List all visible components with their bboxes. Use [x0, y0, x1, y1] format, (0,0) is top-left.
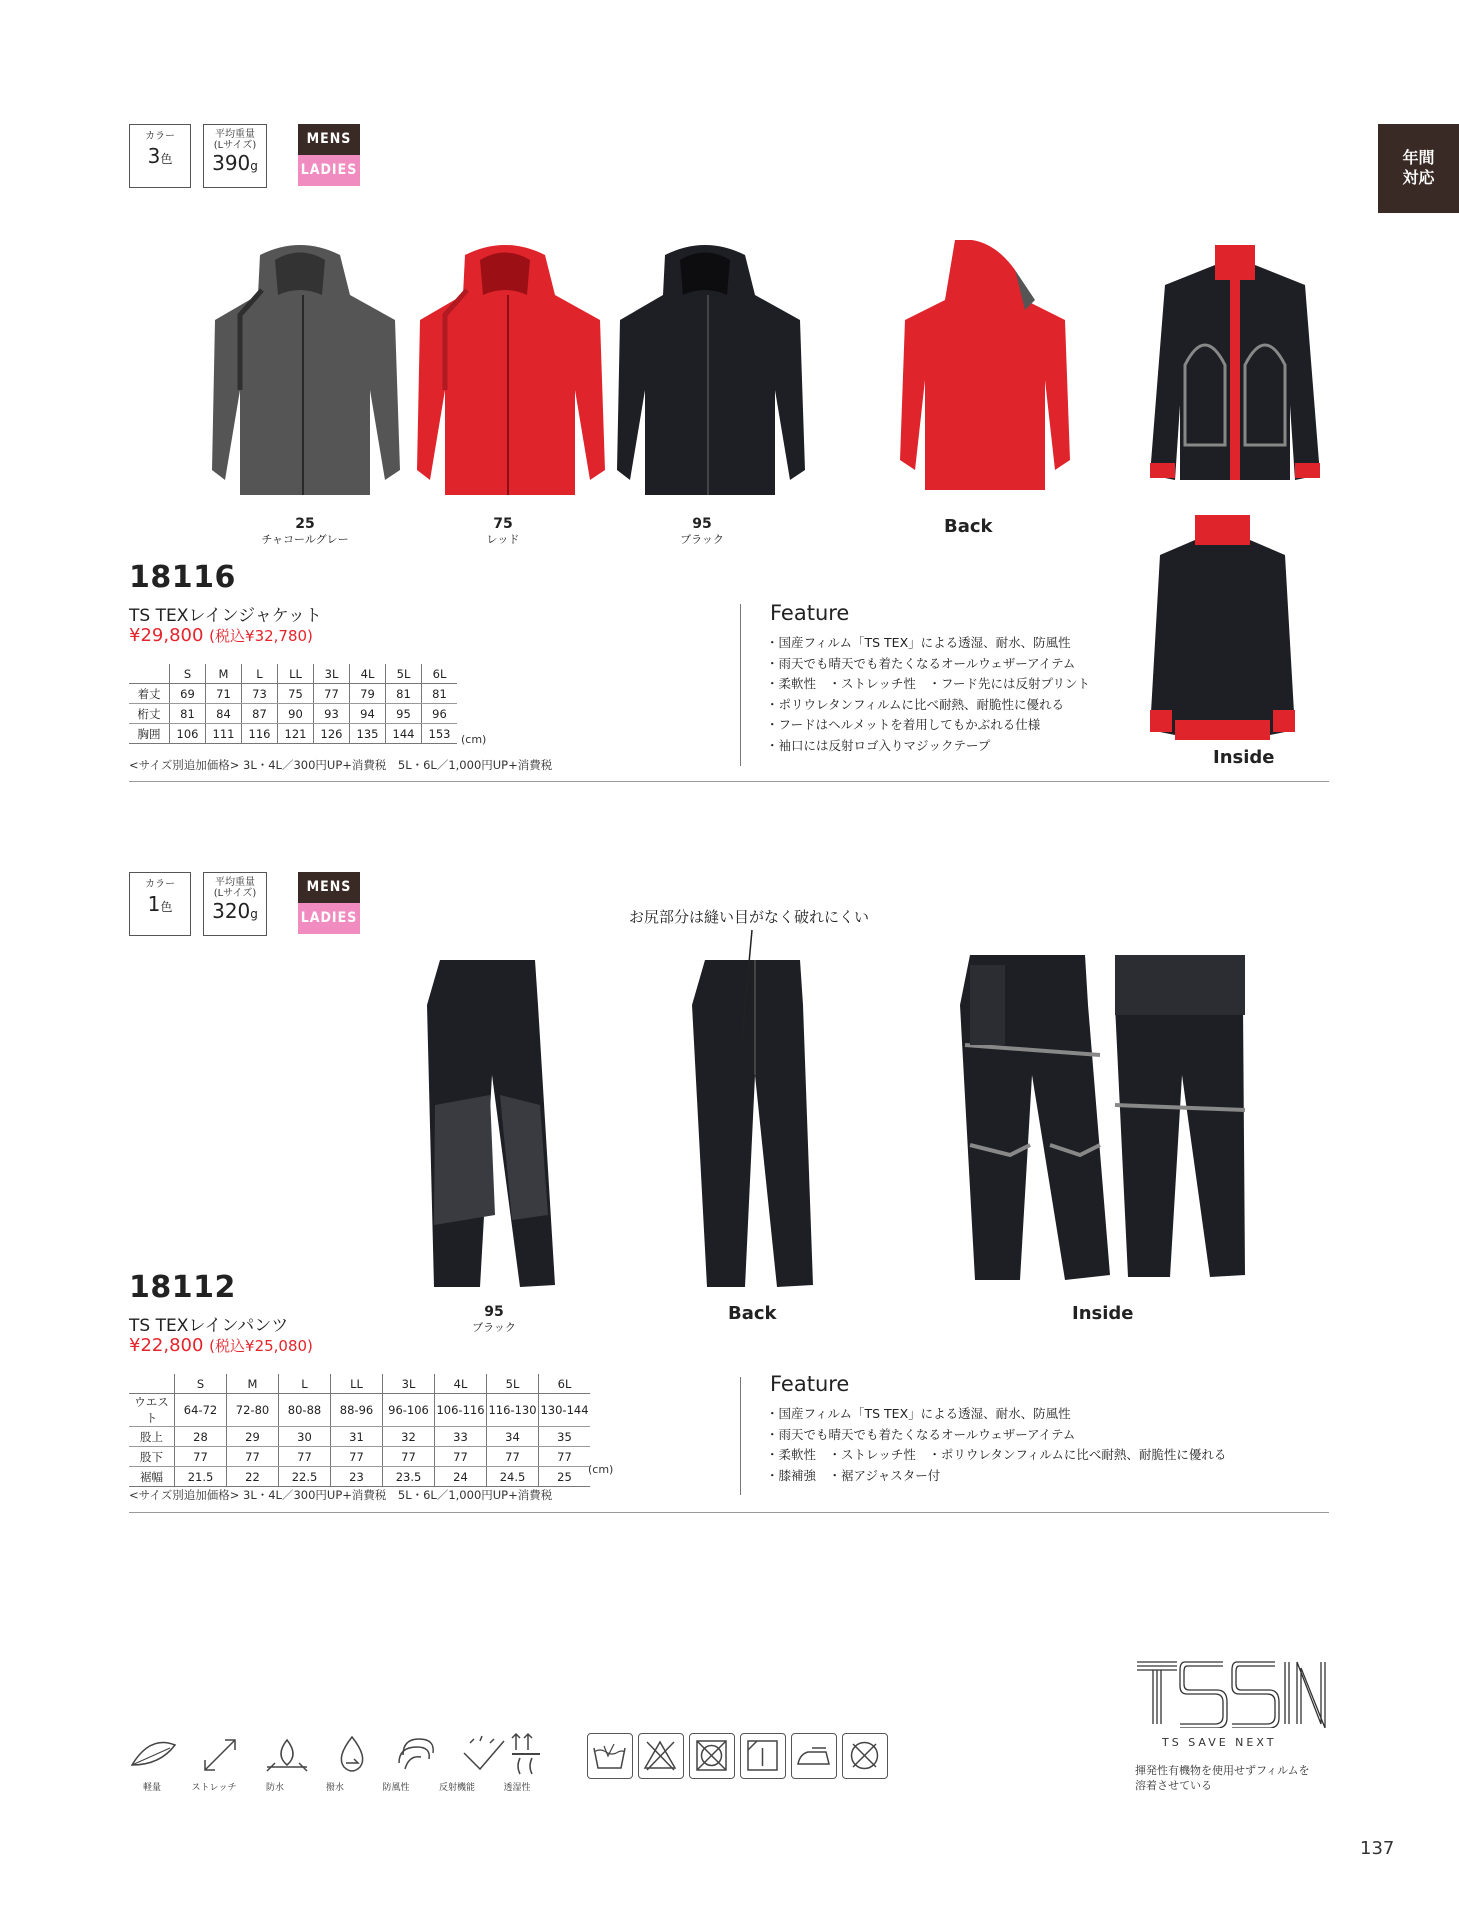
- breathable-icon: [512, 1734, 540, 1774]
- table-row: [129, 1427, 590, 1447]
- cell: 77: [227, 1447, 279, 1467]
- gender-badge: [298, 872, 360, 934]
- feature-item: ・柔軟性 ・ストレッチ性 ・ポリウレタンフィルムに比べ耐熱、耐脆性に優れる: [766, 1447, 1227, 1462]
- cell: 75: [278, 684, 314, 704]
- divider: [740, 604, 741, 766]
- back-caption: Back: [944, 516, 993, 537]
- feature-item: ・雨天でも晴天でも着たくなるオールウェザーアイテム: [766, 655, 1076, 671]
- cell: 94: [350, 704, 386, 724]
- weight-label-size: (Lサイズ): [213, 888, 257, 899]
- table-unit: (cm): [588, 1463, 614, 1476]
- variant-name: ブラック: [680, 533, 724, 546]
- cell: 35: [539, 1427, 591, 1447]
- feature-item: ・国産フィルム「TS TEX」による透湿、耐水、防風性: [766, 635, 1071, 650]
- row-label: ウエスト: [129, 1394, 175, 1427]
- cell: 126: [314, 724, 350, 744]
- function-label: ストレッチ: [191, 1783, 237, 1793]
- weight-label: 平均重量: [215, 877, 255, 888]
- feature-item: ・柔軟性 ・ストレッチ性 ・フード先には反射プリント: [766, 676, 1091, 691]
- no-tumble-dry-icon: [689, 1733, 735, 1779]
- page-number: 137: [1360, 1838, 1395, 1859]
- cell: 22.5: [279, 1467, 331, 1487]
- cell: 77: [279, 1447, 331, 1467]
- size-table: [129, 1374, 590, 1487]
- color-count-value: 3: [147, 144, 161, 168]
- pants-front-image: [427, 960, 555, 1287]
- function-icons-row: [125, 1730, 545, 1778]
- hand-wash-icon: [587, 1733, 633, 1779]
- cell: 64-72: [175, 1394, 227, 1427]
- cell: 116-130: [487, 1394, 539, 1427]
- pants-back-image: [692, 960, 813, 1287]
- size-header: M: [227, 1374, 279, 1394]
- weight-value: 390: [212, 151, 251, 175]
- feature-item: ・フードはヘルメットを着用してもかぶれる仕様: [766, 717, 1041, 732]
- cell: 144: [386, 724, 422, 744]
- divider: [740, 1377, 741, 1495]
- size-header: 3L: [383, 1374, 435, 1394]
- cell: 77: [314, 684, 350, 704]
- variant-caption: [652, 517, 752, 547]
- mens-badge: MENS: [298, 124, 360, 155]
- section-divider: [129, 781, 1329, 782]
- cell: 95: [386, 704, 422, 724]
- cell: 111: [206, 724, 242, 744]
- weight-value: 320: [212, 899, 251, 923]
- cell: 88-96: [331, 1394, 383, 1427]
- color-count-label: カラー: [145, 131, 175, 142]
- color-count-box: [129, 872, 191, 936]
- cell: 24.5: [487, 1467, 539, 1487]
- cell: 84: [206, 704, 242, 724]
- cell: 96-106: [383, 1394, 435, 1427]
- cell: 77: [435, 1447, 487, 1467]
- cell: 69: [170, 684, 206, 704]
- cell: 77: [487, 1447, 539, 1467]
- table-unit: (cm): [461, 733, 487, 746]
- price-value: ¥29,800: [129, 625, 204, 646]
- size-header: LL: [331, 1374, 383, 1394]
- gender-badge: [298, 124, 360, 186]
- cell: 28: [175, 1427, 227, 1447]
- cell: 153: [422, 724, 458, 744]
- cell: 80-88: [279, 1394, 331, 1427]
- color-count-label: カラー: [145, 879, 175, 890]
- jacket-black-image: [617, 245, 805, 495]
- color-count-value: 1: [147, 892, 161, 916]
- season-tab-line1: 年間: [1402, 148, 1435, 167]
- table-row: [129, 684, 457, 704]
- row-label: 胸囲: [129, 724, 170, 744]
- function-label: 透湿性: [503, 1783, 531, 1793]
- size-header: 4L: [435, 1374, 487, 1394]
- size-price-note: <サイズ別追加価格> 3L・4L／300円UP+消費税 5L・6L／1,000円UP+消費税: [129, 758, 553, 772]
- cell: 79: [350, 684, 386, 704]
- cell: 116: [242, 724, 278, 744]
- cell: 77: [539, 1447, 591, 1467]
- feature-list: [766, 1404, 1226, 1486]
- size-header: LL: [278, 664, 314, 684]
- color-count-unit: 色: [160, 900, 173, 914]
- cell: 81: [386, 684, 422, 704]
- cell: 106: [170, 724, 206, 744]
- weight-box: [203, 124, 267, 188]
- feature-item: ・雨天でも晴天でも着たくなるオールウェザーアイテム: [766, 1426, 1076, 1442]
- cell: 93: [314, 704, 350, 724]
- jacket-red-image: [417, 245, 605, 495]
- jacket-images: [200, 240, 1340, 510]
- jacket-back-image: [900, 240, 1070, 490]
- cell: 77: [331, 1447, 383, 1467]
- size-header: L: [242, 664, 278, 684]
- reflective-icon: [464, 1736, 504, 1769]
- size-header: [129, 1374, 175, 1394]
- variant-code: 25: [295, 516, 315, 532]
- cell: 30: [279, 1427, 331, 1447]
- product-name: TS TEXレインジャケット: [129, 606, 322, 626]
- color-count-unit: 色: [160, 152, 173, 166]
- price-value: ¥22,800: [129, 1335, 204, 1356]
- size-header: 6L: [422, 664, 458, 684]
- color-count-box: [129, 124, 191, 188]
- product-price: [129, 1335, 313, 1356]
- size-header: L: [279, 1374, 331, 1394]
- feature-list: [766, 633, 1090, 756]
- cell: 77: [383, 1447, 435, 1467]
- line-dry-icon: [740, 1733, 786, 1779]
- brand-tagline: TS SAVE NEXT: [1162, 1736, 1277, 1749]
- product-number: 18112: [129, 1270, 236, 1305]
- back-callout: お尻部分は縫い目がなく破れにくい: [629, 908, 870, 926]
- size-table: [129, 664, 457, 744]
- variant-name: レッド: [486, 533, 520, 546]
- function-label: 軽量: [142, 1783, 161, 1793]
- mens-badge: MENS: [298, 872, 360, 903]
- no-dry-clean-icon: [842, 1733, 888, 1779]
- table-row: [129, 1467, 590, 1487]
- product-price: [129, 625, 313, 646]
- size-header: 6L: [539, 1374, 591, 1394]
- variant-code: 95: [692, 516, 712, 532]
- water-repellent-icon: [341, 1737, 362, 1771]
- function-label: 防水: [265, 1783, 284, 1793]
- cell: 81: [170, 704, 206, 724]
- variant-code: 75: [493, 516, 513, 532]
- price-tax: (税込¥25,080): [209, 1337, 313, 1355]
- cell: 72-80: [227, 1394, 279, 1427]
- windproof-icon: [399, 1739, 433, 1769]
- size-header: S: [175, 1374, 227, 1394]
- cell: 73: [242, 684, 278, 704]
- row-label: 股下: [129, 1447, 175, 1467]
- inside-caption: Inside: [1213, 747, 1275, 768]
- ladies-badge: LADIES: [298, 903, 360, 934]
- ladies-badge: LADIES: [298, 155, 360, 186]
- cell: 96: [422, 704, 458, 724]
- table-row: [129, 1394, 590, 1427]
- cell: 77: [175, 1447, 227, 1467]
- row-label: 裾幅: [129, 1467, 175, 1487]
- size-header: 5L: [386, 664, 422, 684]
- feature-title: Feature: [770, 601, 850, 625]
- season-tab-line2: 対応: [1402, 168, 1435, 187]
- section-divider: [129, 1512, 1329, 1513]
- season-tab: [1378, 124, 1459, 213]
- feature-item: ・ポリウレタンフィルムに比べ耐熱、耐脆性に優れる: [766, 696, 1065, 712]
- function-label: 反射機能: [438, 1783, 475, 1793]
- cell: 32: [383, 1427, 435, 1447]
- cell: 31: [331, 1427, 383, 1447]
- variant-caption: [454, 1305, 534, 1335]
- cell: 71: [206, 684, 242, 704]
- variant-code: 95: [484, 1304, 504, 1320]
- cell: 25: [539, 1467, 591, 1487]
- variant-name: チャコールグレー: [261, 533, 349, 546]
- price-tax: (税込¥32,780): [209, 627, 313, 645]
- function-label: 撥水: [325, 1783, 344, 1793]
- no-iron-icon: [791, 1733, 837, 1779]
- size-header: 3L: [314, 664, 350, 684]
- cell: 23: [331, 1467, 383, 1487]
- cell: 23.5: [383, 1467, 435, 1487]
- cell: 87: [242, 704, 278, 724]
- brand-description-line: 揮発性有機物を使用せずフィルムを: [1135, 1764, 1310, 1777]
- size-header: M: [206, 664, 242, 684]
- row-label: 股上: [129, 1427, 175, 1447]
- feature-item: ・膝補強 ・裾アジャスター付: [766, 1467, 941, 1483]
- tssn-logo: [1135, 1658, 1330, 1728]
- size-header: 5L: [487, 1374, 539, 1394]
- cell: 130-144: [539, 1394, 591, 1427]
- feather-icon: [132, 1743, 175, 1766]
- feature-item: ・袖口には反射ロゴ入りマジックテープ: [766, 737, 991, 753]
- pants-images: [420, 925, 1260, 1295]
- variant-name: ブラック: [472, 1321, 516, 1334]
- stretch-arrows-icon: [205, 1740, 235, 1770]
- function-label: 防風性: [382, 1783, 410, 1793]
- size-header: S: [170, 664, 206, 684]
- size-header: 4L: [350, 664, 386, 684]
- table-row: [129, 704, 457, 724]
- brand-description-line: 溶着させている: [1135, 1779, 1212, 1792]
- no-bleach-icon: [638, 1733, 684, 1779]
- feature-title: Feature: [770, 1372, 850, 1396]
- jacket-charcoal-image: [212, 245, 400, 495]
- variant-caption: [453, 517, 553, 547]
- cell: 135: [350, 724, 386, 744]
- pants-inside-front-image: [960, 955, 1110, 1280]
- variant-caption: [250, 517, 360, 547]
- table-row: [129, 1447, 590, 1467]
- weight-box: [203, 872, 267, 936]
- cell: 29: [227, 1427, 279, 1447]
- weight-unit: g: [250, 907, 258, 921]
- cell: 34: [487, 1427, 539, 1447]
- waterproof-icon: [267, 1740, 307, 1771]
- brand-description: [1135, 1763, 1310, 1793]
- feature-item: ・国産フィルム「TS TEX」による透湿、耐水、防風性: [766, 1406, 1071, 1421]
- weight-unit: g: [250, 159, 258, 173]
- weight-label-size: (Lサイズ): [213, 140, 257, 151]
- table-row: [129, 724, 457, 744]
- product-number: 18116: [129, 560, 236, 595]
- jacket-inside-back-image: [1150, 515, 1295, 755]
- cell: 21.5: [175, 1467, 227, 1487]
- cell: 33: [435, 1427, 487, 1447]
- cell: 121: [278, 724, 314, 744]
- cell: 22: [227, 1467, 279, 1487]
- weight-label: 平均重量: [215, 129, 255, 140]
- inside-caption: Inside: [1072, 1303, 1134, 1324]
- cell: 24: [435, 1467, 487, 1487]
- size-price-note: <サイズ別追加価格> 3L・4L／300円UP+消費税 5L・6L／1,000円UP+消費税: [129, 1488, 553, 1502]
- cell: 106-116: [435, 1394, 487, 1427]
- back-caption: Back: [728, 1303, 777, 1324]
- cell: 90: [278, 704, 314, 724]
- size-header: [129, 664, 170, 684]
- row-label: 着丈: [129, 684, 170, 704]
- row-label: 桁丈: [129, 704, 170, 724]
- product-name: TS TEXレインパンツ: [129, 1316, 289, 1336]
- pants-inside-back-image: [1115, 955, 1245, 1277]
- jacket-inside-image: [1150, 245, 1320, 480]
- cell: 81: [422, 684, 458, 704]
